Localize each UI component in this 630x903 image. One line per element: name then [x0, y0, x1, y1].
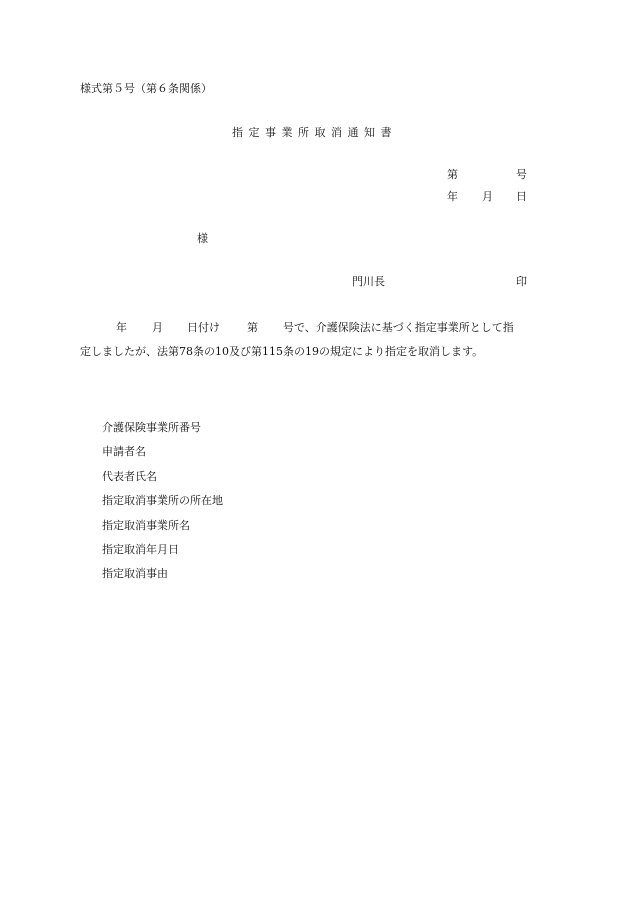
- date-month-label: 月: [482, 190, 493, 203]
- item-label: 指定取消年月日: [102, 542, 179, 556]
- notice-month-label: 月: [152, 321, 163, 334]
- item-label: 代表者氏名: [102, 469, 157, 483]
- notice-line-2: 定しましたが、法第78条の10及び第115条の19の規定により指定を取消します。: [80, 345, 484, 358]
- item-label: 指定取消事業所名: [102, 518, 190, 532]
- item-label: 介護保険事業所番号: [102, 421, 201, 434]
- notice-paragraph: [80, 316, 550, 364]
- form-number: 様式第５号（第６条関係）: [80, 82, 212, 95]
- date-day-label: 日: [516, 190, 527, 203]
- issuer-seal: 印: [516, 275, 527, 288]
- recipient-honorific: 様: [197, 232, 208, 245]
- item-label: 申請者名: [102, 445, 146, 459]
- notice-line-1-text: 号で、介護保険法に基づく指定事業所として指: [283, 321, 514, 334]
- notice-line-1: [80, 316, 550, 340]
- notice-year-label: 年: [116, 321, 127, 334]
- document-title: 指定事業所取消通知書: [232, 126, 397, 139]
- notification-items: [102, 421, 223, 592]
- notice-number-prefix: 第: [247, 321, 258, 334]
- date-year-label: 年: [447, 190, 458, 203]
- document-number-prefix: 第: [447, 168, 458, 181]
- item-label: 指定取消事業所の所在地: [102, 494, 223, 508]
- issuer-name: 門川長: [352, 275, 385, 288]
- item-label: 指定取消事由: [102, 567, 168, 581]
- document-number-suffix: 号: [516, 168, 527, 181]
- notice-dated-label: 日付け: [187, 321, 220, 334]
